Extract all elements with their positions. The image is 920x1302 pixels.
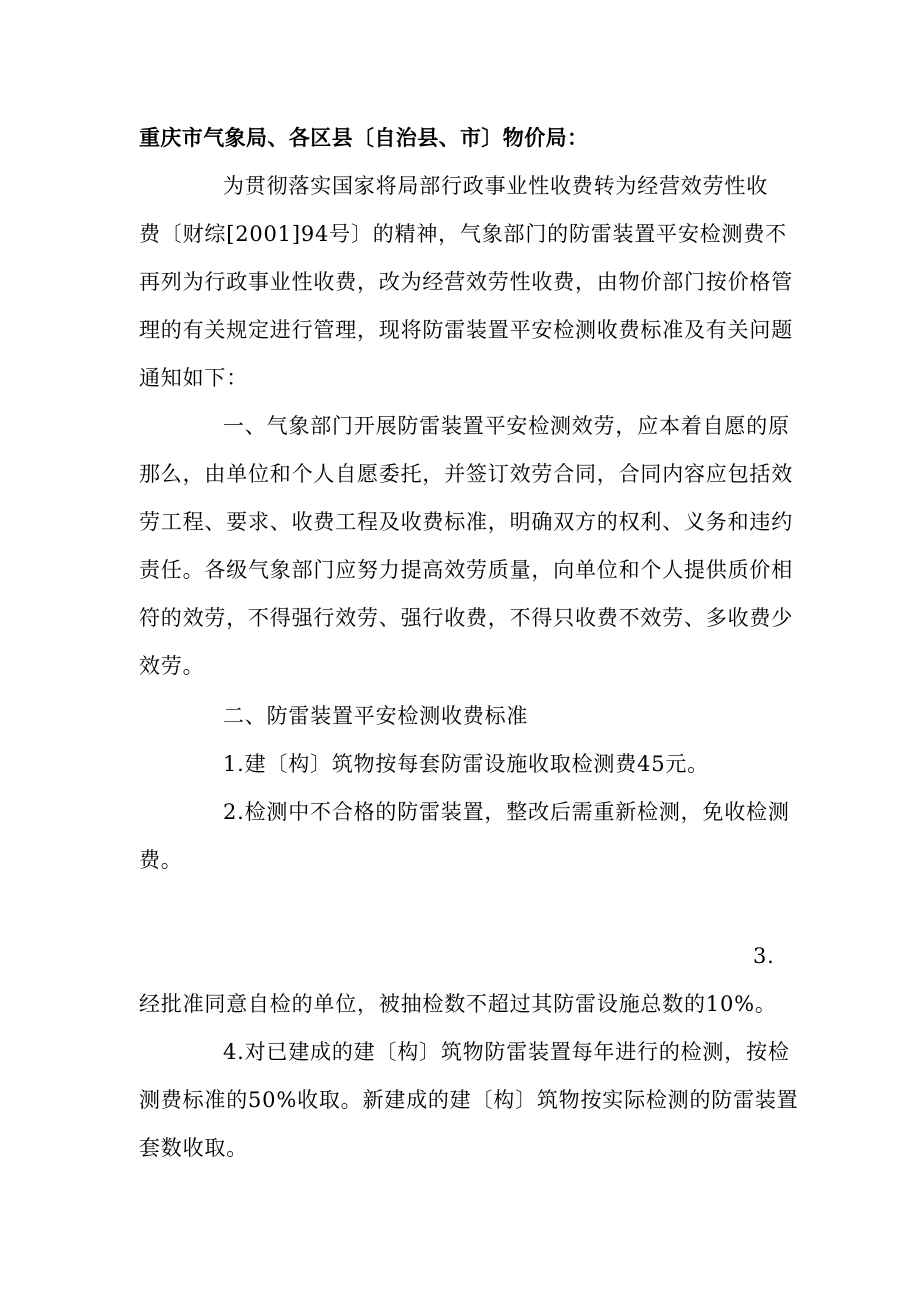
list-item: 1.建〔构〕筑物按每套防雷设施收取检测费45元。 <box>223 752 709 776</box>
paragraph-line: 为贯彻落实国家将局部行政事业性收费转为经营效劳性收 <box>223 174 768 198</box>
list-item: 2.检测中不合格的防雷装置，整改后需重新检测，免收检测 <box>223 800 790 824</box>
paragraph-line: 测费标准的50%收取。新建成的建〔构〕筑物按实际检测的防雷装置 <box>139 1088 799 1112</box>
paragraph-line: 责任。各级气象部门应努力提高效劳质量，向单位和个人提供质价相 <box>139 558 793 582</box>
paragraph-line: 那么，由单位和个人自愿委托，并签订效劳合同，合同内容应包括效 <box>139 462 793 486</box>
paragraph-line: 理的有关规定进行管理，现将防雷装置平安检测收费标准及有关问题 <box>139 318 793 342</box>
paragraph-line: 劳工程、要求、收费工程及收费标准，明确双方的权利、义务和违约 <box>139 510 793 534</box>
paragraph-line: 再列为行政事业性收费，改为经营效劳性收费，由物价部门按价格管 <box>139 270 793 294</box>
salutation: 重庆市气象局、各区县〔自治县、市〕物价局： <box>139 125 589 150</box>
paragraph-line: 通知如下： <box>139 366 248 390</box>
list-item: 4.对已建成的建〔构〕筑物防雷装置每年进行的检测，按检 <box>223 1040 790 1064</box>
paragraph-line: 套数收取。 <box>139 1136 248 1160</box>
list-item-number: 3. <box>753 944 775 968</box>
paragraph-line: 效劳。 <box>139 654 205 678</box>
paragraph-line: 一、气象部门开展防雷装置平安检测效劳，应本着自愿的原 <box>223 414 790 438</box>
paragraph-line: 费〔财综[2001]94号〕的精神，气象部门的防雷装置平安检测费不 <box>139 222 787 246</box>
paragraph-line: 符的效劳，不得强行效劳、强行收费，不得只收费不效劳、多收费少 <box>139 606 793 630</box>
paragraph-line: 费。 <box>139 848 183 872</box>
list-item: 经批准同意自检的单位，被抽检数不超过其防雷设施总数的10%。 <box>139 992 777 1016</box>
section-heading: 二、防雷装置平安检测收费标准 <box>223 704 529 728</box>
